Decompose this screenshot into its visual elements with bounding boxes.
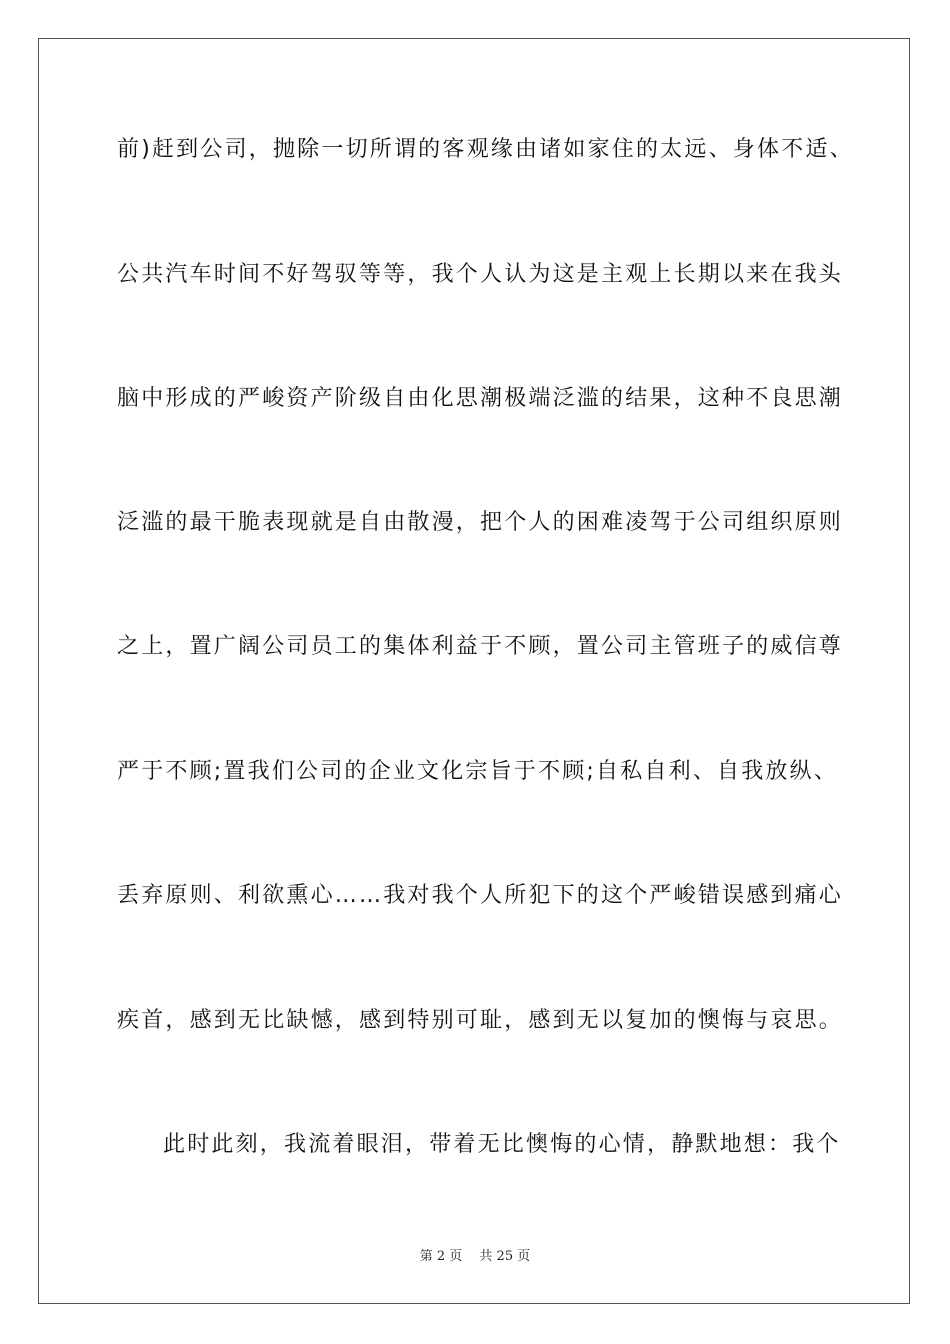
- body-line-7: 丢弃原则、利欲熏心……我对我个人所犯下的这个严峻错误感到痛心: [117, 883, 844, 908]
- body-line-3: 脑中形成的严峻资产阶级自由化思潮极端泛滥的结果，这种不良思潮: [117, 386, 844, 411]
- page-border: [38, 38, 910, 1304]
- body-line-8: 疾首，感到无比缺憾，感到特别可耻，感到无以复加的懊悔与哀思。: [117, 1008, 844, 1033]
- body-line-6: 严于不顾;置我们公司的企业文化宗旨于不顾;自私自利、自我放纵、: [117, 759, 839, 784]
- body-line-2: 公共汽车时间不好驾驭等等，我个人认为这是主观上长期以来在我头: [117, 262, 844, 287]
- body-line-4: 泛滥的最干脆表现就是自由散漫，把个人的困难凌驾于公司组织原则: [117, 510, 844, 535]
- body-line-1: 前)赶到公司，抛除一切所谓的客观缘由诸如家住的太远、身体不适、: [117, 137, 854, 162]
- page-number-footer: 第 2 页 共 25 页: [419, 1249, 531, 1264]
- body-line-5: 之上，置广阔公司员工的集体利益于不顾，置公司主管班子的威信尊: [117, 634, 844, 659]
- paragraph-start-line: 此时此刻，我流着眼泪，带着无比懊悔的心情，静默地想：我个: [163, 1132, 841, 1157]
